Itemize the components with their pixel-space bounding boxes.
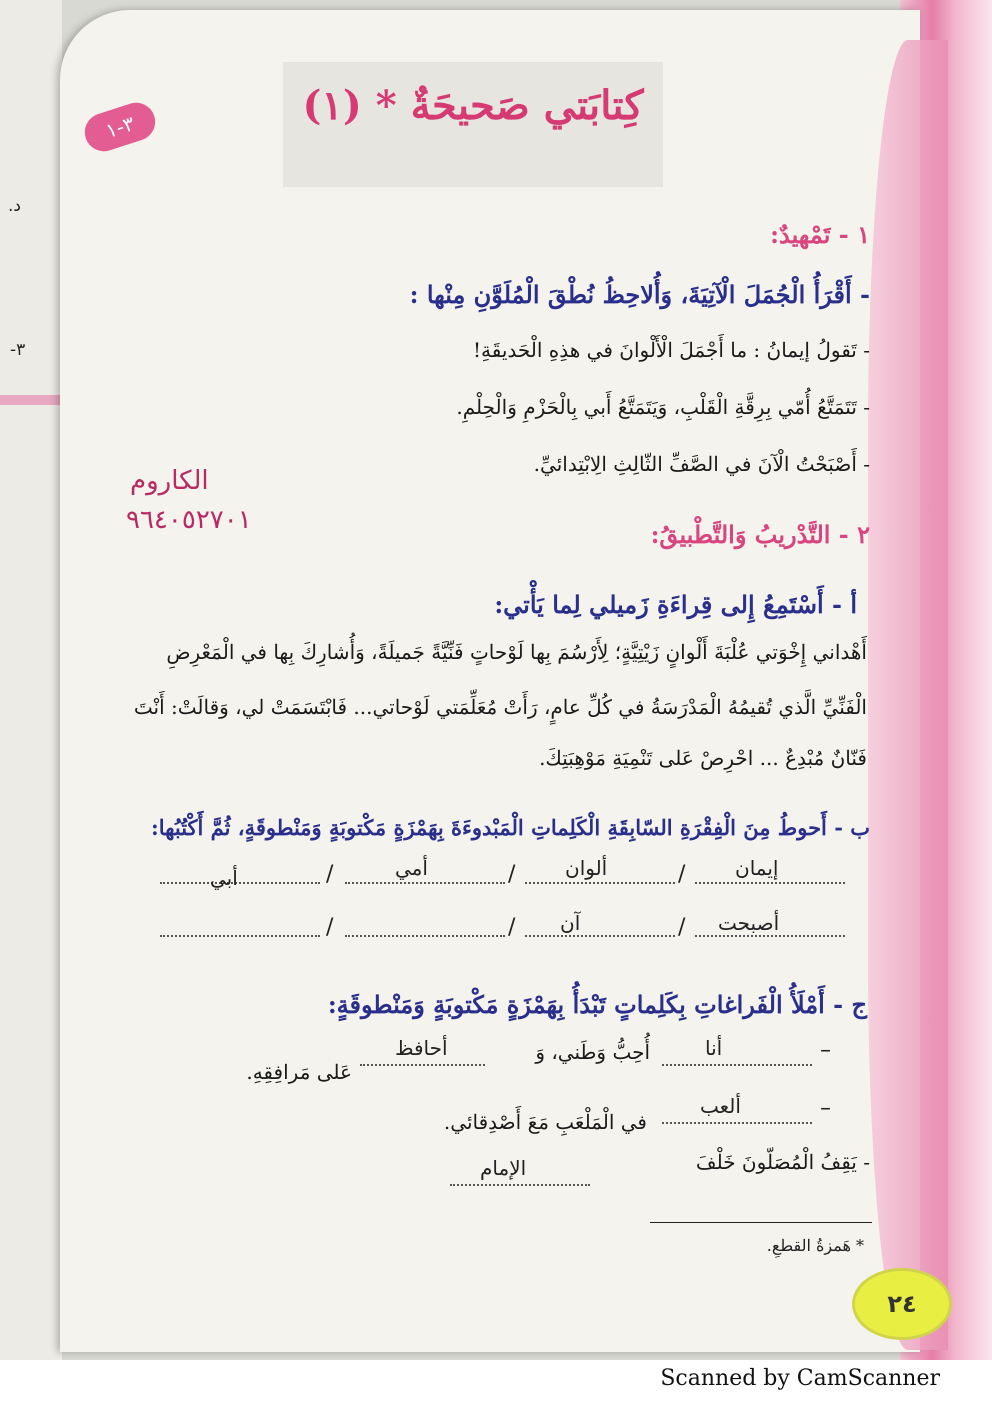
part-c-label: ج - أَمْلَأُ الْفَراغاتِ بِكَلِماتٍ تَبْدَأُ بِهَمْزَةٍ مَكْتوبَةٍ وَمَنْطوقَةٍ:	[327, 990, 867, 1019]
blank-line	[360, 1064, 485, 1066]
blank-answer-4: الإمام	[480, 1156, 527, 1180]
paragraph-line-3: فَنّانٌ مُبْدِعٌ ... احْرِصْ عَلى تَنْمِيَةِ مَوْهِبَتِكَ.	[539, 746, 867, 770]
edge-text-top: د.	[8, 196, 21, 216]
section1-heading: ١ - تَمْهيدٌ:	[770, 220, 870, 249]
separator: /	[508, 862, 516, 887]
blank-line	[662, 1122, 812, 1124]
paragraph-line-1: أَهْداني إِخْوَتي عُلْبَةَ أَلْوانٍ زَيْتِيَّةٍ؛ لِأَرْسُمَ بِها لَوْحاتٍ فَنِّيَّةً جَميلَةً، وَأُشارِكَ بِها في الْمَعْرِضِ	[166, 640, 867, 664]
sentence-2: - تَتَمَتَّعُ أُمّي بِرِقَّةِ الْقَلْبِ، وَيَتَمَتَّعُ أَبي بِالْحَزْمِ وَالْحِلْمِ.	[456, 395, 870, 419]
answer-word: أبي	[210, 866, 238, 890]
bullet-dash: –	[820, 1096, 831, 1121]
answer-line	[525, 882, 675, 884]
separator: /	[326, 862, 334, 887]
footnote: * هَمزةُ القطعِ.	[766, 1236, 864, 1255]
section1-instruction: - أَقْرَأُ الْجُمَلَ الْآتِيَةَ، وَأُلاحِظُ نُطْقَ الْمُلَوَّنِ مِنْها :	[409, 280, 870, 309]
answer-line	[695, 935, 845, 937]
separator: /	[326, 915, 334, 940]
blank-answer-2: أحافظ	[395, 1036, 448, 1060]
blank-answer-1: أنا	[705, 1036, 723, 1060]
answer-word: آن	[560, 911, 581, 935]
bullet-dash: –	[820, 1038, 831, 1063]
paragraph-line-2: الْفَنِّيِّ الَّذي تُقيمُهُ الْمَدْرَسَةُ في كُلِّ عامٍ، رَأَتْ مُعَلِّمَتي لَوْحاتي... فَابْتَسَمَتْ لي، وَقالَتْ: أَنْتَ	[133, 695, 867, 719]
fill-text-3: - يَقِفُ الْمُصَلّونَ خَلْفَ	[695, 1150, 870, 1174]
lesson-badge: ٣-١	[80, 98, 160, 156]
scanner-watermark: Scanned by CamScanner	[660, 1366, 940, 1391]
blank-answer-3: ألعب	[700, 1094, 741, 1118]
answer-line	[525, 935, 675, 937]
sentence-3: - أَصْبَحْتُ الْآنَ في الصَّفِّ الثّالِثِ الِابْتِدائيِّ.	[533, 452, 870, 476]
answer-word: أمي	[395, 856, 428, 880]
answer-line	[160, 882, 320, 884]
answer-line	[345, 882, 505, 884]
answer-line	[695, 882, 845, 884]
previous-page-pink-stripe	[0, 395, 62, 405]
edge-text-mid: ٣-	[10, 340, 26, 360]
handwritten-note-1: الكاروم	[130, 466, 209, 496]
part-b-label: ب - أَحوطُ مِنَ الْفِقْرَةِ السّابِقَةِ الْكَلِماتِ الْمَبْدوءَةَ بِهَمْزَةٍ مَكْتوبَةٍ وَمَنْطوقَةٍ، ثُمَّ أَكْتُبُها:	[151, 815, 870, 840]
answer-word: أصبحت	[718, 911, 780, 935]
answer-word: إيمان	[735, 856, 779, 880]
fill-text-2: في الْمَلْعَبِ مَعَ أَصْدِقائي.	[443, 1110, 647, 1134]
answer-word: ألوان	[565, 856, 608, 880]
blank-line	[450, 1184, 590, 1186]
pink-page-border	[868, 40, 948, 1350]
part-a-label: أ - أَسْتَمِعُ إِلى قِراءَةِ زَميلي لِما يَأْتي:	[494, 590, 857, 619]
answer-line	[345, 935, 505, 937]
lesson-title: كِتابَتي صَحيحَةٌ * (١)	[302, 82, 644, 129]
sentence-1: - تَقولُ إيمانُ : ما أَجْمَلَ الْأَلْوانَ في هذِهِ الْحَديقَةِ!	[472, 338, 870, 362]
blank-line	[662, 1064, 812, 1066]
answer-line	[160, 935, 320, 937]
fill-text-1b: عَلى مَرافِقِهِ.	[246, 1060, 352, 1084]
section2-heading: ٢ - التَّدْريبُ وَالتَّطْبيقُ:	[650, 520, 870, 549]
footnote-divider	[650, 1222, 872, 1223]
separator: /	[508, 915, 516, 940]
fill-text-1a: أُحِبُّ وَطَني، وَ	[535, 1040, 650, 1064]
separator: /	[678, 862, 686, 887]
separator: /	[678, 915, 686, 940]
page-number: ٢٤	[852, 1268, 952, 1340]
handwritten-note-2: ٩٦٤٠٥٢٧٠١	[126, 505, 252, 535]
